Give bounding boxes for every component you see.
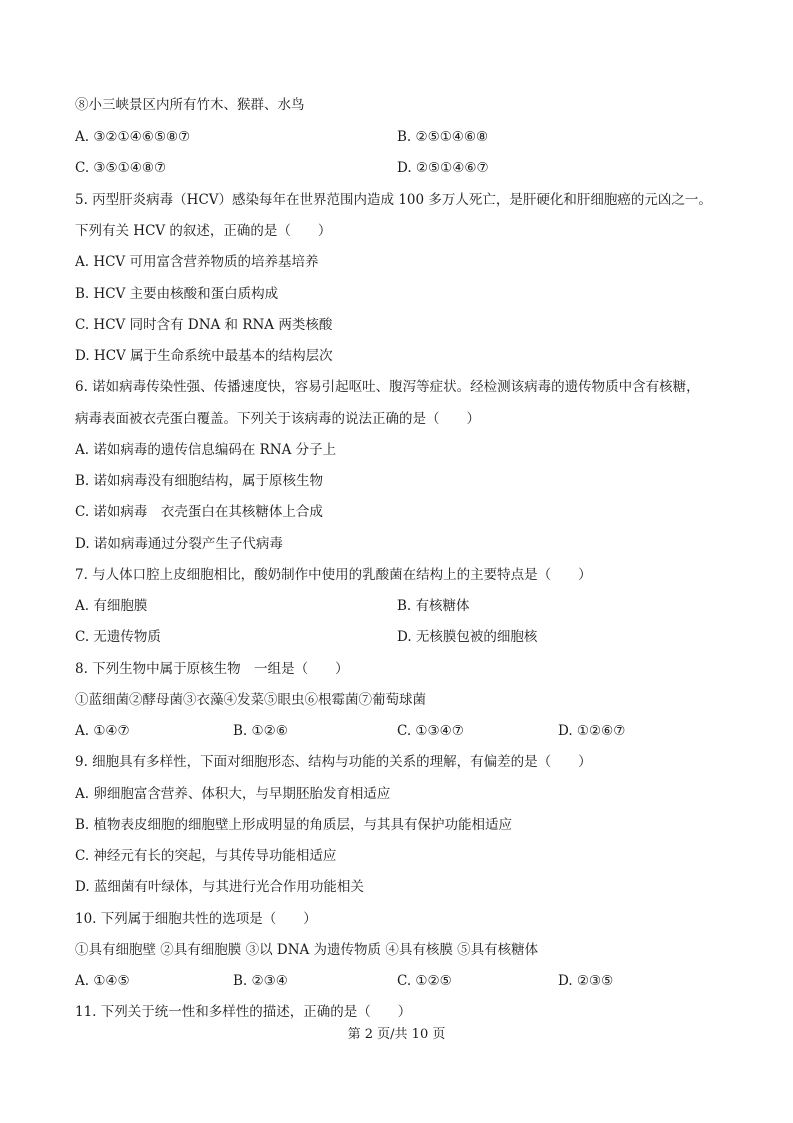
q6-option-d: D. 诺如病毒通过分裂产生子代病毒 <box>75 536 283 552</box>
q6-option-c: C. 诺如病毒 衣壳蛋白在其核糖体上合成 <box>75 504 323 520</box>
q10-option-c: C. ①②⑤ <box>397 973 452 989</box>
q9-option-d: D. 蓝细菌有叶绿体，与其进行光合作用功能相关 <box>75 879 364 895</box>
q7-stem: 7. 与人体口腔上皮细胞相比，酸奶制作中使用的乳酸菌在结构上的主要特点是（ ） <box>75 567 592 583</box>
q10-option-b: B. ②③④ <box>233 973 288 989</box>
q7-option-a: A. 有细胞膜 <box>75 598 148 614</box>
q7-option-b: B. 有核糖体 <box>397 598 470 614</box>
q6-stem-line-2: 病毒表面被衣壳蛋白覆盖。下列关于该病毒的说法正确的是（ ） <box>75 411 480 427</box>
q10-stem: 10. 下列属于细胞共性的选项是（ ） <box>75 911 317 927</box>
q7-option-d: D. 无核膜包被的细胞核 <box>397 629 538 645</box>
q8-items: ①蓝细菌②酵母菌③衣藻④发菜⑤眼虫⑥根霉菌⑦葡萄球菌 <box>75 692 426 708</box>
q5-stem-line-2: 下列有关 HCV 的叙述，正确的是（ ） <box>75 223 332 239</box>
q9-option-c: C. 神经元有长的突起，与其传导功能相适应 <box>75 848 337 864</box>
q11-stem: 11. 下列关于统一性和多样性的描述，正确的是（ ） <box>75 1004 412 1020</box>
q6-stem-line-1: 6. 诺如病毒传染性强、传播速度快，容易引起呕吐、腹泻等症状。经检测该病毒的遗传物质中含有核糖， <box>75 379 700 395</box>
q4-option-c: C. ③⑤①④⑧⑦ <box>75 160 167 176</box>
q8-option-d: D. ①②⑥⑦ <box>558 723 626 739</box>
q5-option-c: C. HCV 同时含有 DNA 和 RNA 两类核酸 <box>75 317 333 333</box>
q4-option-a: A. ③②①④⑥⑤⑧⑦ <box>75 129 191 145</box>
q8-option-a: A. ①④⑦ <box>75 723 130 739</box>
q7-option-c: C. 无遗传物质 <box>75 629 161 645</box>
q10-option-d: D. ②③⑤ <box>558 973 614 989</box>
q10-option-a: A. ①④⑤ <box>75 973 130 989</box>
q6-option-a: A. 诺如病毒的遗传信息编码在 RNA 分子上 <box>75 442 337 458</box>
q4-option-d: D. ②⑤①④⑥⑦ <box>397 160 489 176</box>
q6-option-b: B. 诺如病毒没有细胞结构，属于原核生物 <box>75 473 324 489</box>
q5-option-d: D. HCV 属于生命系统中最基本的结构层次 <box>75 348 333 364</box>
q4-option-b: B. ②⑤①④⑥⑧ <box>397 129 489 145</box>
q5-option-a: A. HCV 可用富含营养物质的培养基培养 <box>75 254 319 270</box>
q9-option-a: A. 卵细胞富含营养、体积大，与早期胚胎发育相适应 <box>75 786 391 802</box>
q8-option-b: B. ①②⑥ <box>233 723 288 739</box>
q10-items: ①具有细胞壁 ②具有细胞膜 ③以 DNA 为遗传物质 ④具有核膜 ⑤具有核糖体 <box>75 942 539 958</box>
q5-option-b: B. HCV 主要由核酸和蛋白质构成 <box>75 286 279 302</box>
q8-option-c: C. ①③④⑦ <box>397 723 464 739</box>
q5-stem-line-1: 5. 丙型肝炎病毒（HCV）感染每年在世界范围内造成 100 多万人死亡，是肝硬化和肝细胞癌的元凶之一。 <box>75 192 712 208</box>
q8-stem: 8. 下列生物中属于原核生物 一组是（ ） <box>75 661 349 677</box>
page-number: 第 2 页/共 10 页 <box>347 1027 446 1042</box>
q9-stem: 9. 细胞具有多样性，下面对细胞形态、结构与功能的关系的理解，有偏差的是（ ） <box>75 754 592 770</box>
q4-item-8: ⑧小三峡景区内所有竹木、猴群、水鸟 <box>75 97 305 113</box>
q9-option-b: B. 植物表皮细胞的细胞壁上形成明显的角质层，与其具有保护功能相适应 <box>75 817 513 833</box>
